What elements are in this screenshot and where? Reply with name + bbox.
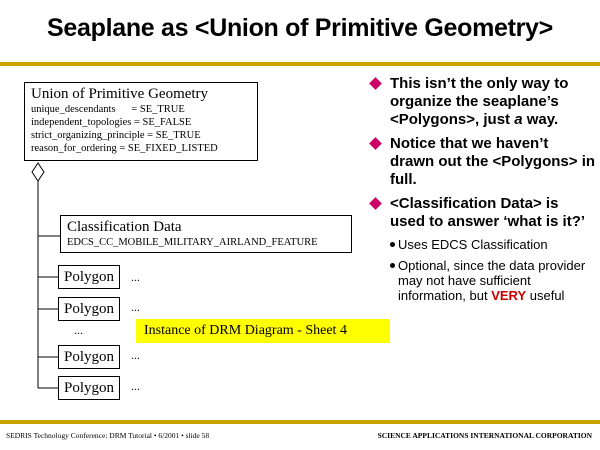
diamond-bullet-icon [369, 77, 382, 90]
union-attr-reason-for-ordering: reason_for_ordering = SE_FIXED_LISTED [31, 143, 218, 154]
sub-bullet-1-text: Uses EDCS Classification [398, 237, 548, 252]
slide-title: Seaplane as <Union of Primitive Geometry> [47, 14, 553, 42]
classification-data-box [60, 215, 352, 253]
union-of-primitive-geometry-box [24, 82, 258, 161]
polygon-box-1: Polygon [58, 265, 120, 289]
bullet-1-text: This isn’t the only way to organize the seaplane’s <Polygons>, just [390, 75, 569, 128]
polygon-3-ellipsis: ... [131, 348, 140, 362]
diamond-bullet-icon [369, 197, 382, 210]
polygon-1-ellipsis: ... [131, 270, 140, 284]
bullet-list [368, 75, 596, 309]
union-attr-independent-topologies: independent_topologies = SE_FALSE [31, 117, 192, 128]
polygon-2-ellipsis: ... [131, 300, 140, 314]
bullet-3-text: <Classification Data> is used to answer ‘what is it?’ [390, 195, 586, 230]
union-heading: Union of Primitive Geometry [31, 86, 209, 102]
polygon-box-3: Polygon [58, 345, 120, 369]
classification-heading: Classification Data [67, 219, 182, 235]
polygon-box-4: Polygon [58, 376, 120, 400]
classification-value: EDCS_CC_MOBILE_MILITARY_AIRLAND_FEATURE [67, 237, 318, 248]
union-attr-strict-organizing: strict_organizing_principle = SE_TRUE [31, 130, 201, 141]
dot-bullet-icon [390, 242, 395, 247]
polygon-box-2: Polygon [58, 297, 120, 321]
bullet-1-end: way. [522, 111, 559, 128]
footer-conference: SEDRIS Technology Conference: DRM Tutorial • 6/2001 • slide 58 [6, 431, 210, 440]
sub-bullet-2-text: Optional, since the data provider may not have sufficient information, but [398, 258, 586, 303]
sub-bullet-2-emphasis: VERY [491, 288, 527, 303]
diamond-bullet-icon [369, 137, 382, 150]
more-polygons-ellipsis: ... [74, 323, 83, 337]
sheet-reference-note: Instance of DRM Diagram - Sheet 4 [136, 319, 390, 343]
bullet-1 [368, 75, 596, 129]
union-attr-unique-descendants: unique_descendants = SE_TRUE [31, 104, 185, 115]
sub-bullet-2 [368, 258, 596, 303]
bullet-3 [368, 195, 596, 231]
polygon-4-ellipsis: ... [131, 379, 140, 393]
sub-bullet-2-end: useful [526, 288, 565, 303]
bullet-2-text: Notice that we haven’t drawn out the <Polygons> in full. [390, 135, 596, 188]
sub-bullet-1 [368, 237, 596, 252]
bullet-1-italic: a [514, 111, 523, 128]
dot-bullet-icon [390, 263, 395, 268]
bullet-2 [368, 135, 596, 189]
bottom-divider [0, 420, 600, 424]
aggregation-diamond [32, 163, 44, 181]
footer-company: SCIENCE APPLICATIONS INTERNATIONAL CORPORATION [377, 431, 592, 440]
